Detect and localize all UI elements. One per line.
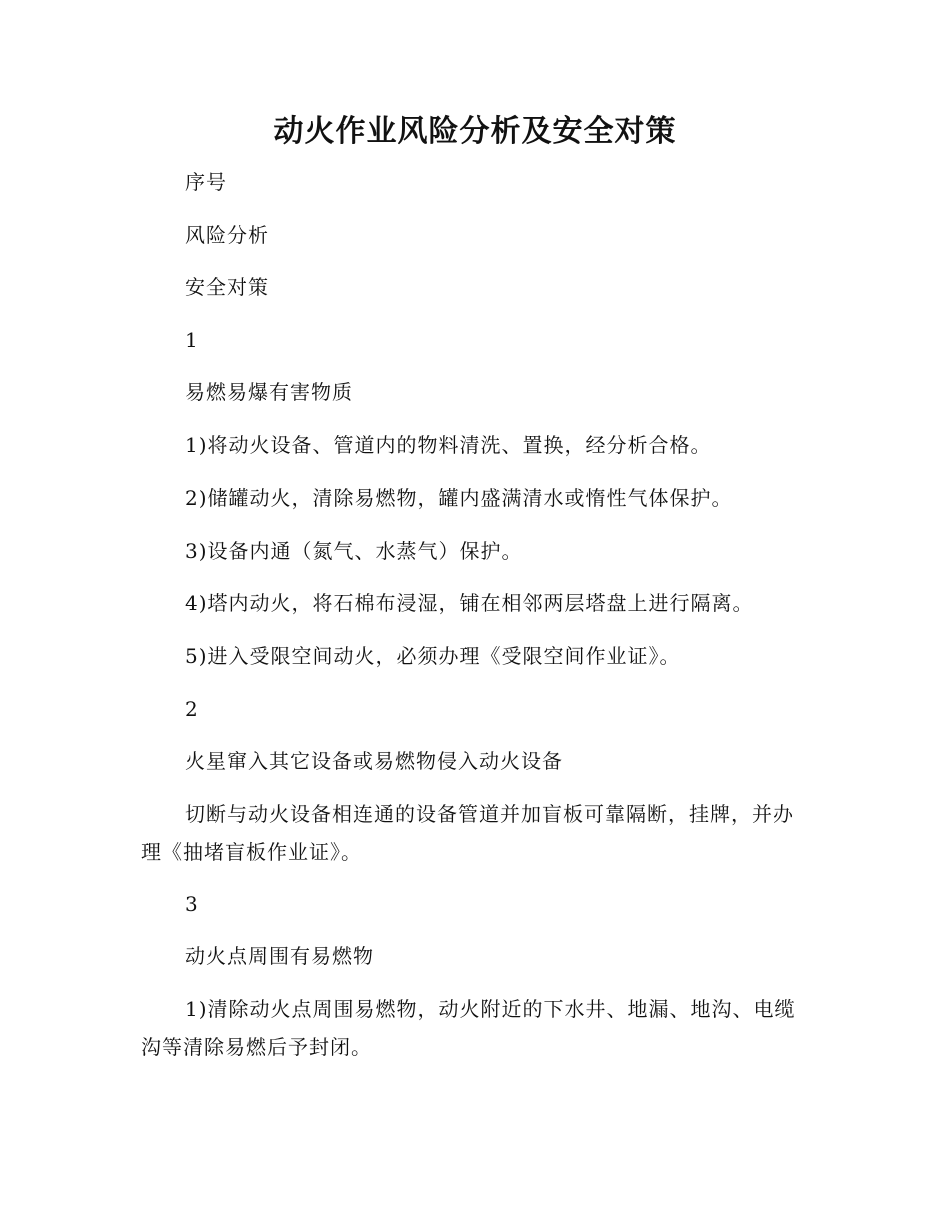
paragraph-item-number-3: 3 [185,892,199,916]
paragraph-measure-2: 切断与动火设备相连通的设备管道并加盲板可靠隔断，挂牌，并办理《抽堵盲板作业证》。 [141,802,794,864]
paragraph-measure-3-1: 1)清除动火点周围易燃物，动火附近的下水井、地漏、地沟、电缆沟等清除易燃后予封闭。 [141,997,796,1059]
paragraph-measure-1-3: 3)设备内通（氮气、水蒸气）保护。 [185,539,523,563]
paragraph-item-number-1: 1 [185,328,199,352]
paragraph-header-countermeasure: 安全对策 [185,275,269,299]
paragraph-measure-1-1: 1)将动火设备、管道内的物料清洗、置换，经分析合格。 [185,433,712,457]
paragraph-risk-3: 动火点周围有易燃物 [185,944,374,968]
paragraph-item-number-2: 2 [185,697,199,721]
paragraph-header-risk: 风险分析 [185,223,269,247]
paragraph-risk-1: 易燃易爆有害物质 [185,380,353,404]
paragraph-header-number: 序号 [185,170,227,194]
paragraph-measure-1-4: 4)塔内动火，将石棉布浸湿，铺在相邻两层塔盘上进行隔离。 [185,591,754,615]
paragraph-measure-1-5: 5)进入受限空间动火，必须办理《受限空间作业证》。 [185,644,681,668]
document-title: 动火作业风险分析及安全对策 [273,114,677,149]
paragraph-risk-2: 火星窜入其它设备或易燃物侵入动火设备 [185,749,563,773]
paragraph-measure-1-2: 2)储罐动火，清除易燃物，罐内盛满清水或惰性气体保护。 [185,486,733,510]
